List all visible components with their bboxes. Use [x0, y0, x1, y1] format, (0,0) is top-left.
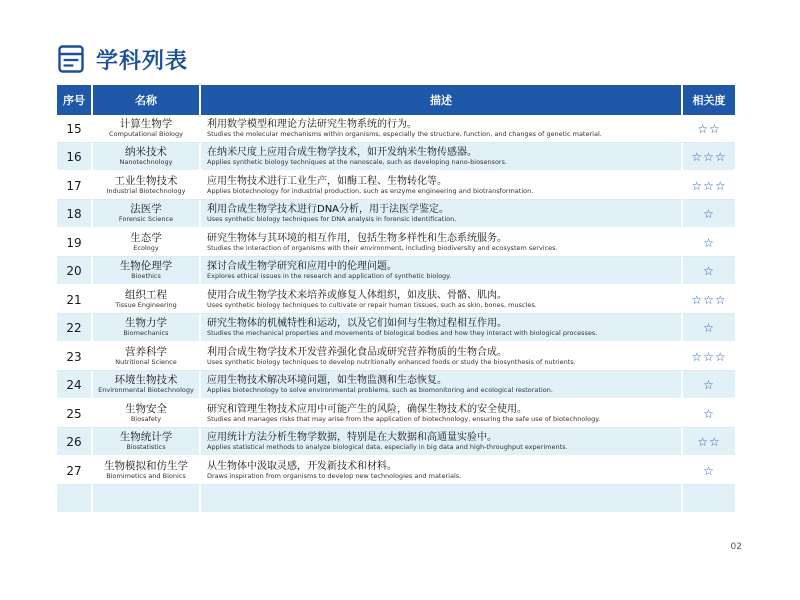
description-en: Uses synthetic biology techniques for DNA analysis in forensic identification. — [207, 214, 457, 223]
description-en: Applies biotechnology for industrial production, such as enzyme engineering and biotransformation. — [207, 186, 534, 195]
description-cn: 利用数学模型和理论方法研究生物系统的行为。 — [207, 118, 417, 130]
subject-name-cn: 法医学 — [130, 203, 162, 216]
row-number: 15 — [57, 115, 93, 143]
relevance-stars: ☆ — [683, 229, 735, 257]
subject-name-en: Computational Biology — [109, 130, 183, 139]
subject-name-cn: 纳米技术 — [125, 146, 167, 159]
row-number: 24 — [57, 371, 93, 400]
description-cn: 研究生物体的机械特性和运动，以及它们如何与生物过程相互作用。 — [207, 317, 507, 329]
table-row — [57, 457, 735, 485]
row-number: 25 — [57, 400, 93, 428]
row-number: 20 — [57, 257, 93, 286]
subject-name-cn: 生物力学 — [125, 317, 167, 330]
description-cn: 使用合成生物学技术来培养或修复人体组织，如皮肤、骨骼、肌肉。 — [207, 289, 507, 301]
description-cn: 利用合成生物学技术开发营养强化食品或研究营养物质的生物合成。 — [207, 346, 507, 358]
page-number: 02 — [730, 542, 742, 552]
subject-description — [201, 400, 683, 428]
row-number: 16 — [57, 143, 93, 172]
subject-name-en: Environmental Biotechnology — [98, 386, 194, 395]
column-header-description: 描述 — [201, 85, 683, 115]
subject-description — [201, 143, 683, 172]
subject-description — [201, 200, 683, 229]
subject-name — [93, 400, 201, 428]
table-row — [57, 286, 735, 314]
relevance-stars: ☆☆ — [683, 115, 735, 143]
table-row — [57, 229, 735, 257]
description-en: Draws inspiration from organisms to develop new technologies and materials. — [207, 471, 462, 480]
subject-description — [201, 428, 683, 457]
subject-description — [201, 314, 683, 343]
description-cn: 应用生物技术进行工业生产，如酶工程、生物转化等。 — [207, 175, 447, 187]
subject-name — [93, 257, 201, 286]
description-en: Studies the mechanical properties and movements of biological bodies and how they interact with biological processes. — [207, 328, 598, 337]
subject-name — [93, 428, 201, 457]
subject-description — [201, 172, 683, 200]
subject-name-cn: 生物安全 — [125, 403, 167, 416]
description-cn: 在纳米尺度上应用合成生物学技术，如开发纳米生物传感器。 — [207, 146, 477, 158]
page-title: 学科列表 — [96, 48, 189, 74]
subject-name — [93, 172, 201, 200]
table-row — [57, 428, 735, 457]
row-number: 21 — [57, 286, 93, 314]
subject-name-cn: 工业生物技术 — [114, 175, 178, 188]
column-header-name: 名称 — [93, 85, 201, 115]
description-cn: 探讨合成生物学研究和应用中的伦理问题。 — [207, 260, 397, 272]
subject-name-cn: 生态学 — [130, 232, 162, 245]
table-row — [57, 172, 735, 200]
description-cn: 从生物体中汲取灵感，开发新技术和材料。 — [207, 460, 397, 472]
subject-name-en: Biostatistics — [126, 443, 166, 452]
row-number: 26 — [57, 428, 93, 457]
description-en: Uses synthetic biology techniques to develop nutritionally enhanced foods or study the biosynthesis of nutrients. — [207, 357, 576, 366]
empty-cell — [93, 485, 201, 514]
subject-name — [93, 286, 201, 314]
description-cn: 研究生物体与其环境的相互作用，包括生物多样性和生态系统服务。 — [207, 232, 507, 244]
description-cn: 研究和管理生物技术应用中可能产生的风险，确保生物技术的安全使用。 — [207, 403, 527, 415]
subject-name — [93, 229, 201, 257]
subject-description — [201, 115, 683, 143]
description-cn: 应用统计方法分析生物学数据，特别是在大数据和高通量实验中。 — [207, 431, 497, 443]
subject-name-en: Nutritional Science — [115, 358, 177, 367]
subject-name — [93, 115, 201, 143]
description-en: Applies biotechnology to solve environmental problems, such as biomonitoring and ecological restoration. — [207, 385, 553, 394]
row-number: 27 — [57, 457, 93, 485]
description-en: Studies the interaction of organisms with their environment, including biodiversity and ecosystem services. — [207, 243, 558, 252]
description-en: Studies the molecular mechanisms within organisms, especially the structure, function, and changes of genetic material. — [207, 129, 602, 138]
relevance-stars: ☆ — [683, 257, 735, 286]
subject-name-en: Biosafety — [130, 415, 162, 424]
table-row — [57, 257, 735, 286]
table-header-row — [57, 85, 735, 115]
relevance-stars: ☆ — [683, 457, 735, 485]
row-number: 22 — [57, 314, 93, 343]
subject-description — [201, 229, 683, 257]
empty-cell — [683, 485, 735, 514]
subject-name-en: Ecology — [133, 244, 159, 253]
row-number: 17 — [57, 172, 93, 200]
subject-name-cn: 营养科学 — [125, 346, 167, 359]
column-header-number: 序号 — [57, 85, 93, 115]
document-icon — [58, 45, 84, 73]
empty-cell — [201, 485, 683, 514]
subject-name — [93, 343, 201, 371]
relevance-stars: ☆☆☆ — [683, 286, 735, 314]
table-row — [57, 115, 735, 143]
row-number: 23 — [57, 343, 93, 371]
subject-name-cn: 生物模拟和仿生学 — [104, 460, 188, 473]
subject-description — [201, 343, 683, 371]
subject-name-cn: 计算生物学 — [119, 118, 173, 131]
subject-name-cn: 生物统计学 — [119, 431, 173, 444]
subject-name-en: Tissue Engineering — [115, 301, 177, 310]
subject-description — [201, 457, 683, 485]
relevance-stars: ☆☆☆ — [683, 143, 735, 172]
column-header-relevance: 相关度 — [683, 85, 735, 115]
subject-name — [93, 371, 201, 400]
page-header — [58, 42, 188, 76]
row-number: 19 — [57, 229, 93, 257]
subject-description — [201, 257, 683, 286]
table-body — [57, 115, 735, 514]
row-number: 18 — [57, 200, 93, 229]
description-en: Applies statistical methods to analyze biological data, especially in big data and high-throughput experiments. — [207, 442, 568, 451]
subject-name-en: Forensic Science — [118, 215, 174, 224]
description-cn: 应用生物技术解决环境问题，如生物监测和生态恢复。 — [207, 374, 447, 386]
subject-name-en: Biomimetics and Bionics — [106, 472, 186, 481]
subject-name — [93, 314, 201, 343]
relevance-stars: ☆☆☆ — [683, 343, 735, 371]
table-row — [57, 400, 735, 428]
description-en: Studies and manages risks that may arise from the application of biotechnology, ensuring the safe use of biotechnology. — [207, 414, 601, 423]
subject-name — [93, 200, 201, 229]
subject-description — [201, 286, 683, 314]
subject-name-en: Bioethics — [131, 272, 161, 281]
table-row — [57, 371, 735, 400]
relevance-stars: ☆ — [683, 314, 735, 343]
subject-name-cn: 生物伦理学 — [119, 260, 173, 273]
subject-name-en: Nanotechnology — [119, 158, 173, 167]
subject-name-en: Biomechanics — [123, 329, 169, 338]
subject-name — [93, 143, 201, 172]
description-en: Applies synthetic biology techniques at the nanoscale, such as developing nano-biosensors. — [207, 157, 508, 166]
relevance-stars: ☆ — [683, 400, 735, 428]
relevance-stars: ☆☆☆ — [683, 172, 735, 200]
empty-cell — [57, 485, 93, 514]
relevance-stars: ☆ — [683, 371, 735, 400]
subject-name-en: Industrial Biotechnology — [106, 187, 186, 196]
table-row — [57, 200, 735, 229]
description-en: Uses synthetic biology techniques to cultivate or repair human tissues, such as skin, bones, muscles. — [207, 300, 537, 309]
empty-row — [57, 485, 735, 514]
description-en: Explores ethical issues in the research and application of synthetic biology. — [207, 271, 452, 280]
table-row — [57, 143, 735, 172]
subject-description — [201, 371, 683, 400]
subject-name-cn: 组织工程 — [125, 289, 167, 302]
subject-table — [57, 85, 735, 514]
table-row — [57, 343, 735, 371]
subject-name — [93, 457, 201, 485]
relevance-stars: ☆☆ — [683, 428, 735, 457]
table-row — [57, 314, 735, 343]
relevance-stars: ☆ — [683, 200, 735, 229]
description-cn: 利用合成生物学技术进行DNA分析，用于法医学鉴定。 — [207, 203, 450, 215]
subject-name-cn: 环境生物技术 — [114, 374, 178, 387]
